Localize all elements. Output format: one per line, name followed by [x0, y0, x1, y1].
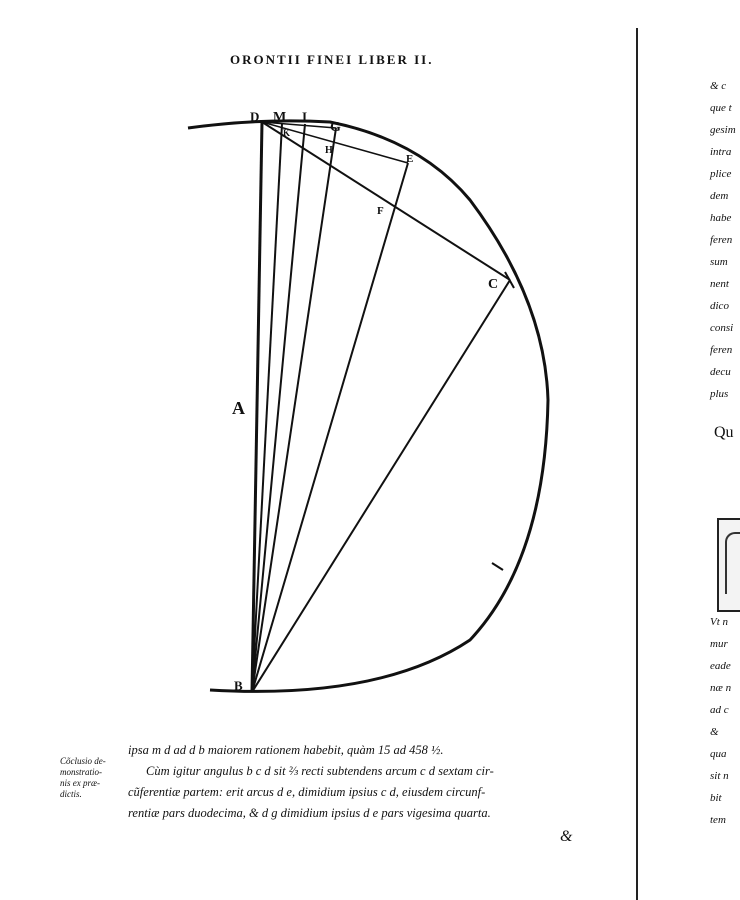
page-gutter [636, 28, 638, 900]
right-line: nent [710, 278, 729, 290]
right-line: næ n [710, 682, 732, 694]
label-f: F [377, 205, 384, 217]
label-k: K [283, 128, 291, 138]
right-line: gesim [710, 124, 736, 136]
right-line: feren [710, 234, 733, 246]
right-line: eade [710, 660, 731, 672]
body-text [128, 740, 598, 824]
right-line: que t [710, 102, 732, 114]
right-line: consi [710, 322, 734, 334]
right-line: decu [710, 366, 731, 378]
right-line: dico [710, 300, 729, 312]
right-line: & [710, 726, 719, 738]
body-line: cũferentiæ partem: erit arcus d e, dimidium ipsius c d, eiusdem circunf- [128, 785, 486, 799]
right-line: dem [710, 190, 729, 202]
line-b-g [252, 128, 336, 692]
body-line: ipsa m d ad d b maiorem rationem habebit, quàm 15 ad 458 ½. [128, 743, 444, 757]
right-line: bit [710, 792, 722, 804]
margin-note [60, 756, 106, 800]
right-line: habe [710, 212, 732, 224]
right-line: mur [710, 638, 728, 650]
label-m: M [273, 110, 287, 125]
margin-note-line: dictis. [60, 789, 82, 799]
right-line: plus [710, 388, 729, 400]
right-line: qua [710, 748, 727, 760]
right-line: intra [710, 146, 732, 158]
label-b: B [234, 678, 243, 693]
line-d-c [262, 122, 510, 280]
right-line: Vt n [710, 616, 729, 628]
decorated-initial [717, 518, 740, 612]
label-i: I [302, 109, 308, 124]
label-d: D [250, 109, 260, 124]
right-line: feren [710, 344, 733, 356]
margin-note-line: nis ex præ- [60, 778, 100, 788]
right-heading: Qu [714, 424, 734, 441]
body-line: rentiæ pars duodecima, & d g dimidium ipsius d e pars vigesima quarta. [128, 806, 491, 820]
label-a: A [232, 398, 245, 418]
right-line: plice [710, 168, 732, 180]
right-line: sum [710, 256, 728, 268]
label-g: G [330, 120, 341, 135]
right-line: & c [710, 80, 727, 92]
running-title: ORONTII FINEI LIBER II. [230, 52, 434, 67]
right-line: ad c [710, 704, 729, 716]
tick-lower [492, 563, 503, 570]
margin-note-line: Cõclusio de- [60, 756, 106, 766]
line-b-c [252, 280, 510, 692]
right-line: tem [710, 814, 726, 826]
margin-note-line: monstratio- [60, 767, 103, 777]
right-page [652, 0, 740, 900]
catchword: & [560, 828, 573, 845]
right-line: sit n [710, 770, 729, 782]
label-h: H [325, 145, 333, 156]
label-c: C [488, 277, 499, 292]
label-e: E [406, 153, 414, 165]
body-line: Cùm igitur angulus b c d sit ⅔ recti subtendens arcum c d sextam cir- [146, 764, 494, 778]
